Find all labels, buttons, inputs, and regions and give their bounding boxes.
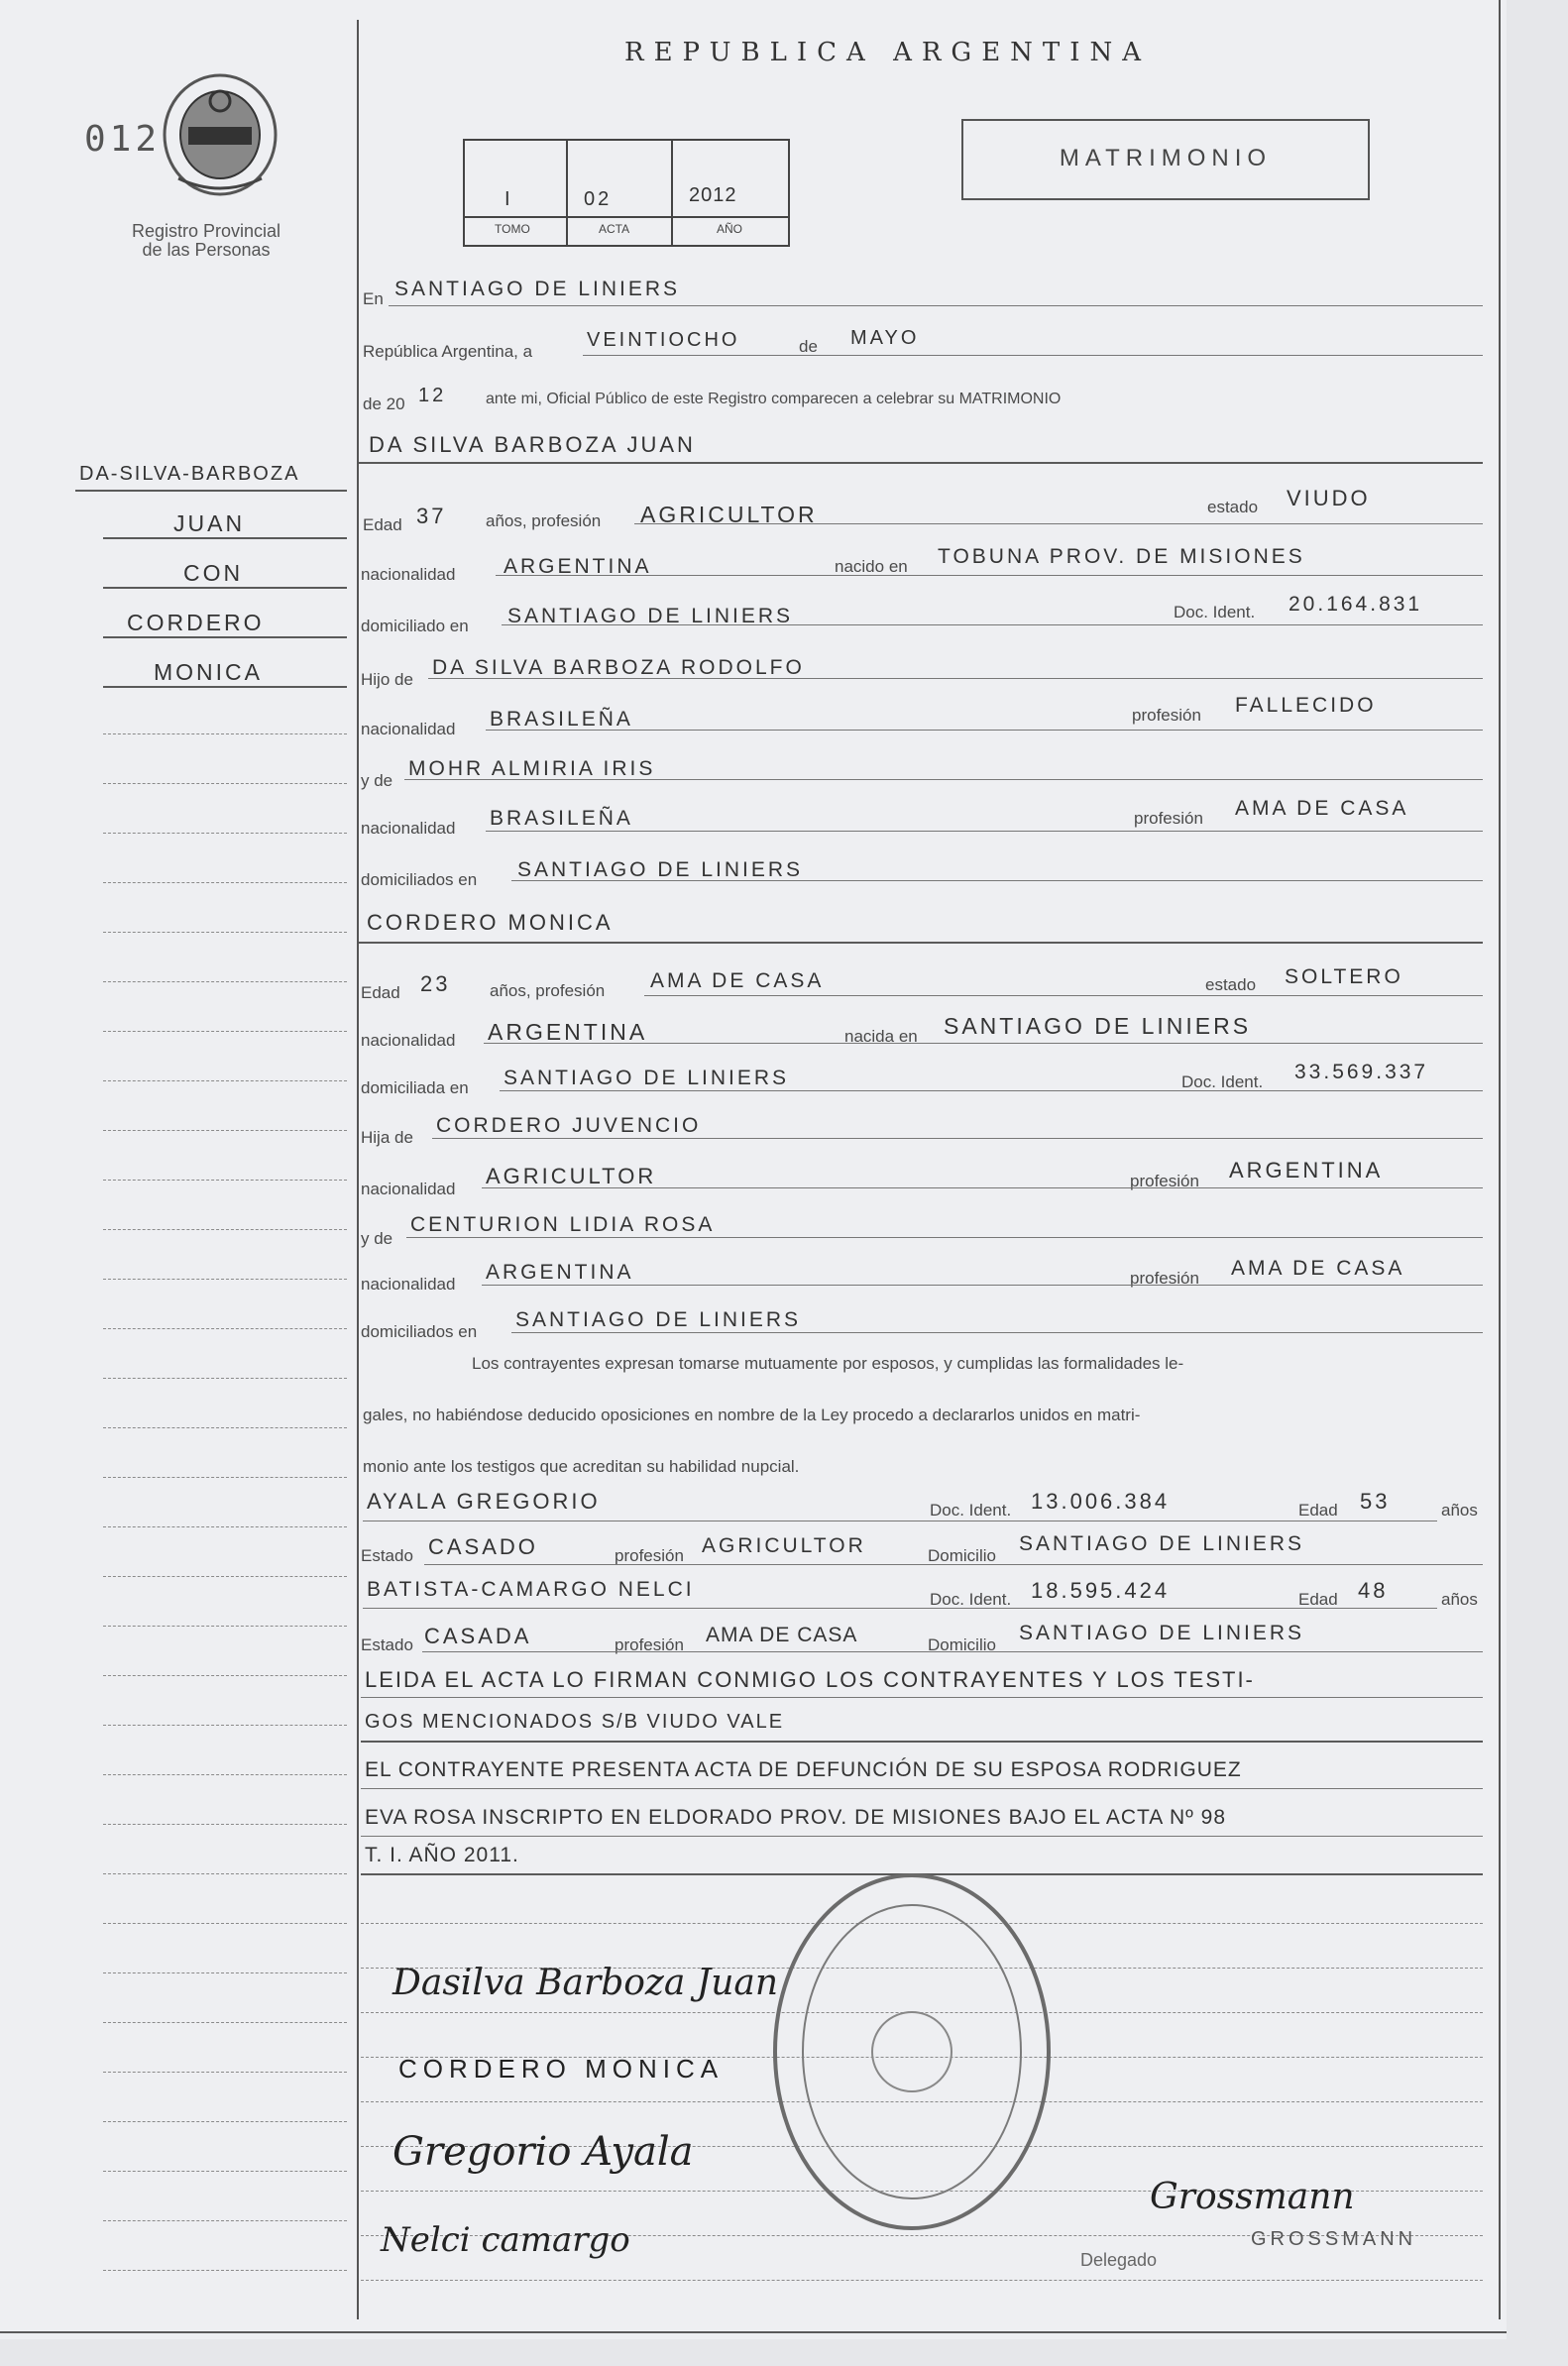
- officer-name: GROSSMANN: [1251, 2228, 1417, 2250]
- bride-edad-label: Edad: [361, 983, 400, 1002]
- registry-name: Registro Provincial de las Personas: [131, 221, 281, 260]
- groom-domicile: SANTIAGO DE LINIERS: [507, 605, 794, 627]
- bride-name: CORDERO MONICA: [367, 910, 614, 935]
- bride-mother-prof: AMA DE CASA: [1231, 1257, 1405, 1280]
- margin-con: CON: [183, 560, 244, 586]
- witness2-anos-label: años: [1441, 1590, 1478, 1609]
- groom-name: DA SILVA BARBOZA JUAN: [369, 432, 696, 457]
- bride-father-nat: AGRICULTOR: [486, 1164, 657, 1188]
- witness1-doc: 13.006.384: [1031, 1489, 1171, 1514]
- groom-doc-label: Doc. Ident.: [1174, 603, 1256, 621]
- signature-bride: CORDERO MONICA: [398, 2054, 725, 2084]
- year-suffix: 12: [418, 385, 447, 406]
- bride-hija-label: Hija de: [361, 1128, 413, 1147]
- groom-birthplace: TOBUNA PROV. DE MISIONES: [938, 545, 1305, 568]
- margin-given-name: JUAN: [173, 510, 246, 536]
- witness2-doc: 18.595.424: [1031, 1578, 1171, 1603]
- tomo-value: I: [504, 188, 513, 210]
- year-prefix: de 20: [363, 394, 405, 413]
- bride-age: 23: [420, 971, 451, 996]
- declaration-line-3: monio ante los testigos que acreditan su habilidad nupcial.: [363, 1457, 800, 1476]
- groom-anos-label: años, profesión: [486, 511, 602, 530]
- signature-groom: Dasilva Barboza Juan: [392, 1963, 779, 2003]
- ano-label: AÑO: [717, 222, 743, 236]
- bride-profession: AMA DE CASA: [650, 969, 825, 992]
- bride-birthplace: SANTIAGO DE LINIERS: [944, 1013, 1252, 1039]
- bride-father-prof-label: profesión: [1130, 1172, 1199, 1190]
- groom-edad-label: Edad: [363, 515, 402, 534]
- margin-bride-name: MONICA: [154, 659, 263, 685]
- witness1-anos-label: años: [1441, 1501, 1478, 1520]
- marriage-day: VEINTIOCHO: [587, 329, 740, 351]
- bride-estado-label: estado: [1205, 975, 1257, 994]
- groom-mother: MOHR ALMIRIA IRIS: [408, 757, 656, 780]
- witness2-status: CASADA: [424, 1624, 532, 1648]
- declaration-line-1: Los contrayentes expresan tomarse mutuamente por esposos, y cumplidas las formalidades le-: [472, 1354, 1184, 1373]
- bride-nacida-label: nacida en: [844, 1027, 918, 1046]
- ano-value: 2012: [689, 184, 737, 206]
- de-label: de: [799, 337, 818, 356]
- groom-mother-nat-label: nacionalidad: [361, 819, 456, 838]
- bride-father-prof: ARGENTINA: [1229, 1158, 1384, 1183]
- groom-profession: AGRICULTOR: [640, 502, 818, 527]
- witness1-age: 53: [1360, 1489, 1391, 1514]
- tomo-label: TOMO: [495, 222, 530, 236]
- notes-line-2: GOS MENCIONADOS S/B VIUDO VALE: [365, 1711, 785, 1733]
- witness2-doc-label: Doc. Ident.: [930, 1590, 1012, 1609]
- column-divider: [357, 20, 359, 2319]
- official-stamp-icon: [763, 1863, 1061, 2240]
- bride-mother-nat-label: nacionalidad: [361, 1275, 456, 1294]
- bride-doc: 33.569.337: [1294, 1061, 1429, 1083]
- bride-nationality: ARGENTINA: [488, 1019, 648, 1045]
- groom-nac-label: nacionalidad: [361, 565, 456, 584]
- groom-parents-dom: SANTIAGO DE LINIERS: [517, 858, 804, 881]
- notes-line-3: EL CONTRAYENTE PRESENTA ACTA DE DEFUNCIÓN DE SU ESPOSA RODRIGUEZ: [365, 1758, 1242, 1781]
- groom-yde-label: y de: [361, 771, 393, 790]
- signature-witness-2: Nelci camargo: [381, 2220, 630, 2260]
- bride-status: SOLTERO: [1285, 965, 1403, 988]
- witness1-status: CASADO: [428, 1534, 538, 1559]
- margin-surname: DA-SILVA-BARBOZA: [79, 463, 300, 485]
- groom-mother-nat: BRASILEÑA: [490, 807, 633, 830]
- witness2-dom-label: Domicilio: [928, 1635, 996, 1654]
- acta-label: ACTA: [599, 222, 630, 236]
- groom-status: VIUDO: [1287, 486, 1371, 510]
- witness1-estado-label: Estado: [361, 1546, 413, 1565]
- bride-yde-label: y de: [361, 1229, 393, 1248]
- groom-dom-label: domiciliado en: [361, 617, 469, 635]
- bride-dom-label: domiciliada en: [361, 1078, 469, 1097]
- bride-father: CORDERO JUVENCIO: [436, 1114, 702, 1137]
- witness2-edad-label: Edad: [1298, 1590, 1338, 1609]
- groom-father: DA SILVA BARBOZA RODOLFO: [432, 656, 805, 679]
- bride-nac-label: nacionalidad: [361, 1031, 456, 1050]
- groom-father-nat: BRASILEÑA: [490, 708, 633, 731]
- bride-parents-dom: SANTIAGO DE LINIERS: [515, 1308, 802, 1331]
- groom-age: 37: [416, 504, 447, 528]
- witness1-dom-label: Domicilio: [928, 1546, 996, 1565]
- en-label: En: [363, 289, 384, 308]
- bride-mother-prof-label: profesión: [1130, 1269, 1199, 1288]
- groom-parents-dom-label: domiciliados en: [361, 870, 478, 889]
- witness2-prof-label: profesión: [615, 1635, 684, 1654]
- witness2-name: BATISTA-CAMARGO NELCI: [367, 1578, 695, 1601]
- officer-title: Delegado: [1080, 2250, 1158, 2270]
- doc-type-box: [961, 119, 1370, 200]
- notes-line-5: T. I. AÑO 2011.: [365, 1844, 519, 1866]
- header-country: REPUBLICA ARGENTINA: [624, 38, 1152, 67]
- witness2-profession: AMA DE CASA: [706, 1624, 858, 1646]
- acta-value: 02: [584, 188, 613, 210]
- groom-nationality: ARGENTINA: [504, 555, 652, 578]
- groom-father-prof-label: profesión: [1132, 706, 1201, 725]
- republica-label: República Argentina, a: [363, 342, 533, 361]
- witness2-domicile: SANTIAGO DE LINIERS: [1019, 1622, 1305, 1644]
- groom-father-nat-label: nacionalidad: [361, 720, 456, 738]
- notes-line-1: LEIDA EL ACTA LO FIRMAN CONMIGO LOS CONTRAYENTES Y LOS TESTI-: [365, 1667, 1255, 1692]
- witness1-edad-label: Edad: [1298, 1501, 1338, 1520]
- groom-nacido-label: nacido en: [835, 557, 908, 576]
- bride-doc-label: Doc. Ident.: [1181, 1072, 1264, 1091]
- bride-domicile: SANTIAGO DE LINIERS: [504, 1067, 790, 1089]
- notes-line-4: EVA ROSA INSCRIPTO EN ELDORADO PROV. DE MISIONES BAJO EL ACTA Nº 98: [365, 1806, 1227, 1829]
- witness1-profession: AGRICULTOR: [702, 1534, 866, 1557]
- groom-mother-prof: AMA DE CASA: [1235, 797, 1409, 820]
- bride-father-nat-label: nacionalidad: [361, 1180, 456, 1198]
- witness1-domicile: SANTIAGO DE LINIERS: [1019, 1532, 1305, 1555]
- record-number: 012: [84, 119, 162, 160]
- tomo-acta-box: [463, 139, 790, 247]
- bride-anos-label: años, profesión: [490, 981, 606, 1000]
- right-border: [1499, 0, 1501, 2319]
- bottom-border: [0, 2331, 1507, 2333]
- bride-parents-dom-label: domiciliados en: [361, 1322, 478, 1341]
- witness1-name: AYALA GREGORIO: [367, 1489, 601, 1514]
- witness2-age: 48: [1358, 1578, 1389, 1603]
- groom-father-prof: FALLECIDO: [1235, 694, 1377, 717]
- signature-witness-1: Gregorio Ayala: [392, 2129, 694, 2175]
- margin-bride-surname: CORDERO: [127, 610, 265, 635]
- marriage-place: SANTIAGO DE LINIERS: [394, 278, 681, 300]
- witness2-estado-label: Estado: [361, 1635, 413, 1654]
- bride-mother: CENTURION LIDIA ROSA: [410, 1213, 716, 1236]
- groom-mother-prof-label: profesión: [1134, 809, 1203, 828]
- bride-mother-nat: ARGENTINA: [486, 1261, 634, 1284]
- witness1-doc-label: Doc. Ident.: [930, 1501, 1012, 1520]
- registry-seal-icon: [159, 69, 282, 203]
- doc-type: MATRIMONIO: [1059, 145, 1273, 171]
- witness1-prof-label: profesión: [615, 1546, 684, 1565]
- signature-officer: Grossmann: [1150, 2177, 1355, 2217]
- marriage-month: MAYO: [850, 327, 920, 349]
- declaration-line-2: gales, no habiéndose deducido oposiciones en nombre de la Ley procedo a declararlos unidos en matri-: [363, 1406, 1141, 1424]
- intro-text: ante mi, Oficial Público de este Registro comparecen a celebrar su MATRIMONIO: [486, 391, 1062, 407]
- groom-doc: 20.164.831: [1288, 593, 1423, 616]
- groom-estado-label: estado: [1207, 498, 1259, 516]
- groom-hijo-label: Hijo de: [361, 670, 413, 689]
